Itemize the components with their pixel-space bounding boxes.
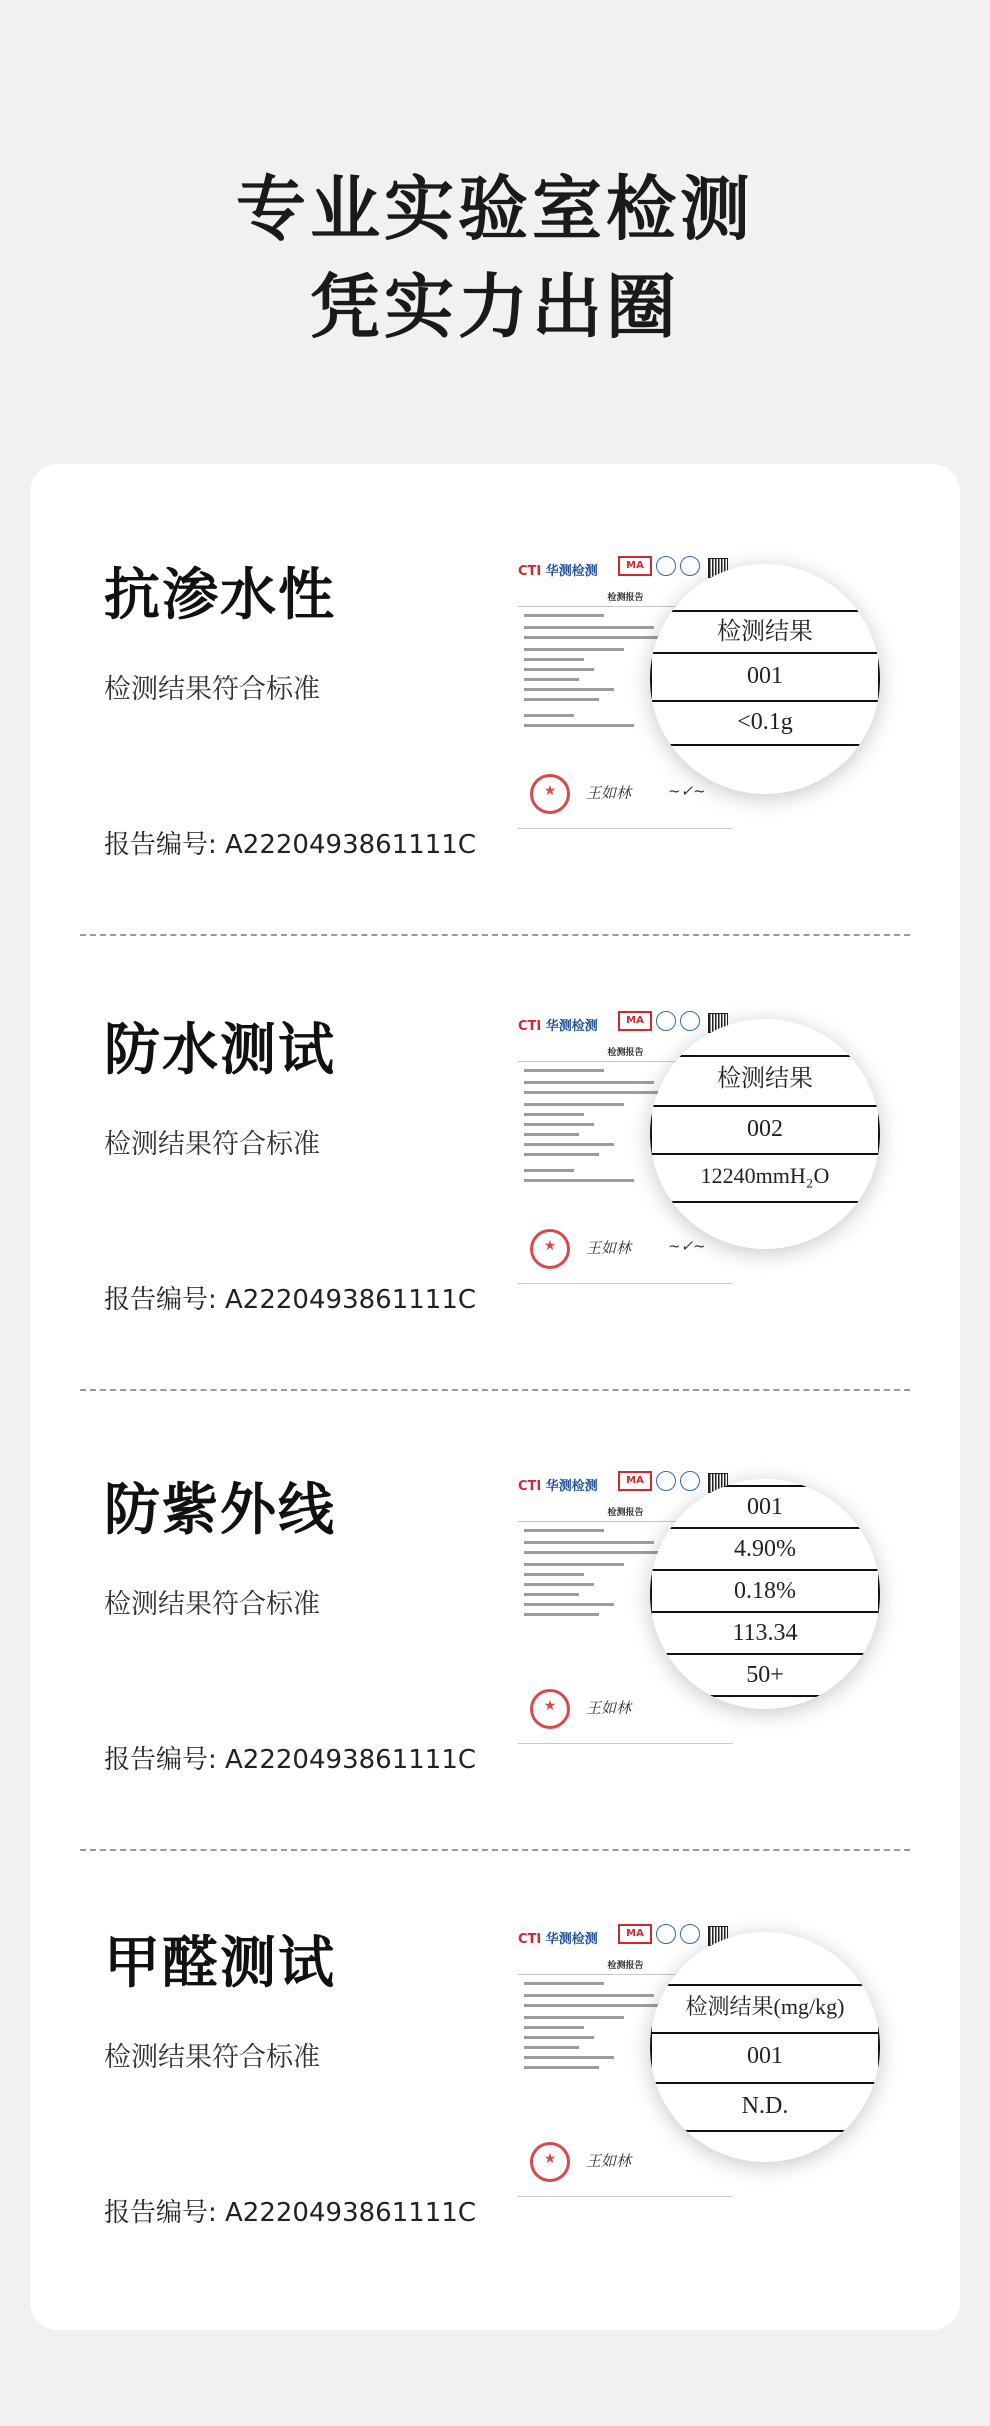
mag-rule	[650, 1485, 880, 1487]
report-footer-rule	[518, 2196, 733, 2197]
official-seal-icon	[530, 2142, 570, 2182]
mag-rule	[650, 2082, 880, 2084]
official-seal-icon	[530, 1229, 570, 1269]
section-waterproof-permeability	[30, 464, 960, 919]
report-footer-rule	[518, 1283, 733, 1284]
report-text-line	[524, 2036, 594, 2039]
cnas-logo-icon	[680, 1011, 700, 1031]
report-text-line	[524, 658, 584, 661]
report-text-line	[524, 1069, 604, 1072]
mag-row-sample: 001	[747, 663, 783, 689]
signature-2: ~✓~	[668, 782, 706, 800]
report-footer-rule	[518, 828, 733, 829]
report-number: 报告编号: A2220493861111C	[104, 1285, 477, 1315]
mag-vrule	[650, 1479, 652, 1709]
section-title: 甲醛测试	[104, 1931, 336, 1996]
mag-row-value: 12240mmH₂O	[700, 1163, 830, 1188]
report-header	[518, 1011, 733, 1039]
signature: 王如林	[586, 1239, 632, 1257]
report-header	[518, 1924, 733, 1952]
ma-mark-icon: MA	[618, 556, 652, 576]
mag-row-value-2: 0.18%	[734, 1578, 796, 1604]
cnas-logo-icon	[680, 1471, 700, 1491]
mag-row-value-1: 4.90%	[734, 1536, 796, 1562]
report-text-line	[524, 1563, 624, 1566]
section-title: 抗渗水性	[104, 563, 336, 628]
report-text-line	[524, 1994, 654, 1997]
report-text-line	[524, 1133, 579, 1136]
cnas-logo-icon	[680, 556, 700, 576]
report-text-line	[524, 1143, 614, 1146]
report-text-line	[524, 1153, 599, 1156]
ma-mark-icon: MA	[618, 1924, 652, 1944]
report-number: 报告编号: A2220493861111C	[104, 2198, 477, 2228]
report-doc-title: 检测报告	[607, 1048, 644, 1058]
section-subtitle: 检测结果符合标准	[104, 674, 320, 705]
report-text-line	[524, 2056, 614, 2059]
report-text-line	[524, 1573, 584, 1576]
report-text-line	[524, 1583, 594, 1586]
mag-row-value: <0.1g	[737, 709, 793, 735]
signature-2: ~✓~	[668, 1237, 706, 1255]
report-doc-title: 检测报告	[607, 1961, 644, 1971]
report-text-line	[524, 1613, 599, 1616]
signature: 王如林	[586, 2152, 632, 2170]
cti-logo: CTI 华测检测	[518, 1019, 598, 1034]
mag-rule	[650, 2032, 880, 2034]
mag-rule	[650, 1653, 880, 1655]
ma-mark-icon: MA	[618, 1011, 652, 1031]
report-doc-title: 检测报告	[607, 593, 644, 603]
magnified-result	[650, 1932, 880, 2162]
report-header	[518, 556, 733, 584]
magnified-result	[650, 1479, 880, 1709]
section-subtitle: 检测结果符合标准	[104, 1129, 320, 1160]
report-text-line	[524, 648, 624, 651]
cti-logo: CTI 华测检测	[518, 1479, 598, 1494]
report-text-line	[524, 1179, 634, 1182]
report-text-line	[524, 626, 654, 629]
mag-rule	[650, 2130, 880, 2132]
mag-vrule	[878, 1019, 880, 1249]
report-text-line	[524, 1169, 574, 1172]
mag-row-value-4: 50+	[746, 1662, 784, 1688]
mag-rule	[650, 1611, 880, 1613]
report-doc-title: 检测报告	[607, 1508, 644, 1518]
ilac-logo-icon	[656, 1924, 676, 1944]
report-text-line	[524, 1982, 604, 1985]
report-footer-rule	[518, 1743, 733, 1744]
ilac-logo-icon	[656, 1471, 676, 1491]
mag-row-sample: 002	[747, 1116, 783, 1142]
mag-rule	[650, 1201, 880, 1203]
mag-rule	[650, 1527, 880, 1529]
report-text-line	[524, 678, 579, 681]
magnified-result	[650, 564, 880, 794]
mag-vrule	[650, 564, 652, 794]
report-text-line	[524, 1529, 604, 1532]
report-text-line	[524, 1103, 624, 1106]
cnas-logo-icon	[680, 1924, 700, 1944]
report-text-line	[524, 724, 634, 727]
ma-mark-icon: MA	[618, 1471, 652, 1491]
report-text-line	[524, 668, 594, 671]
section-uv-protection	[30, 1379, 960, 1834]
mag-row-header: 检测结果	[717, 619, 813, 645]
hero-title-line-1: 专业实验室检测	[236, 168, 754, 250]
cti-logo: CTI 华测检测	[518, 1932, 598, 1947]
section-formaldehyde-test	[30, 1832, 960, 2287]
section-subtitle: 检测结果符合标准	[104, 2042, 320, 2073]
results-card	[30, 464, 960, 2330]
mag-rule	[650, 700, 880, 702]
mag-rule	[650, 1984, 880, 1986]
mag-vrule	[878, 564, 880, 794]
report-text-line	[524, 688, 614, 691]
mag-row-sample: 001	[747, 2043, 783, 2069]
mag-rule	[650, 610, 880, 612]
mag-vrule	[878, 1932, 880, 2162]
report-text-line	[524, 1123, 594, 1126]
mag-rule	[650, 1569, 880, 1571]
cti-logo: CTI 华测检测	[518, 564, 598, 579]
report-text-line	[524, 1603, 614, 1606]
mag-rule	[650, 652, 880, 654]
mag-row-value: N.D.	[741, 2093, 789, 2119]
report-text-line	[524, 2046, 579, 2049]
mag-row-header: 检测结果	[717, 1066, 813, 1092]
mag-rule	[650, 1153, 880, 1155]
hero-title-line-2: 凭实力出圈	[310, 266, 680, 348]
mag-rule	[650, 744, 880, 746]
report-text-line	[524, 2016, 624, 2019]
mag-row-sample: 001	[747, 1494, 783, 1520]
section-subtitle: 检测结果符合标准	[104, 1589, 320, 1620]
mag-vrule	[650, 1019, 652, 1249]
report-number: 报告编号: A2220493861111C	[104, 1745, 477, 1775]
mag-vrule	[878, 1479, 880, 1709]
section-title: 防水测试	[104, 1018, 336, 1083]
magnified-result	[650, 1019, 880, 1249]
ilac-logo-icon	[656, 556, 676, 576]
mag-vrule	[650, 1932, 652, 2162]
report-text-line	[524, 614, 604, 617]
mag-rule	[650, 1105, 880, 1107]
report-text-line	[524, 698, 599, 701]
official-seal-icon	[530, 774, 570, 814]
report-text-line	[524, 1081, 654, 1084]
report-text-line	[524, 714, 574, 717]
report-text-line	[524, 1113, 584, 1116]
report-text-line	[524, 1541, 654, 1544]
section-title: 防紫外线	[104, 1478, 336, 1543]
report-text-line	[524, 2066, 599, 2069]
ilac-logo-icon	[656, 1011, 676, 1031]
section-waterproof-test	[30, 919, 960, 1374]
report-text-line	[524, 1593, 579, 1596]
report-number: 报告编号: A2220493861111C	[104, 830, 477, 860]
mag-row-header: 检测结果(mg/kg)	[685, 1994, 845, 2019]
mag-rule	[650, 1695, 880, 1697]
report-text-line	[524, 2026, 584, 2029]
mag-rule	[650, 1055, 880, 1057]
signature: 王如林	[586, 1699, 632, 1717]
mag-row-value-3: 113.34	[732, 1620, 798, 1646]
official-seal-icon	[530, 1689, 570, 1729]
signature: 王如林	[586, 784, 632, 802]
